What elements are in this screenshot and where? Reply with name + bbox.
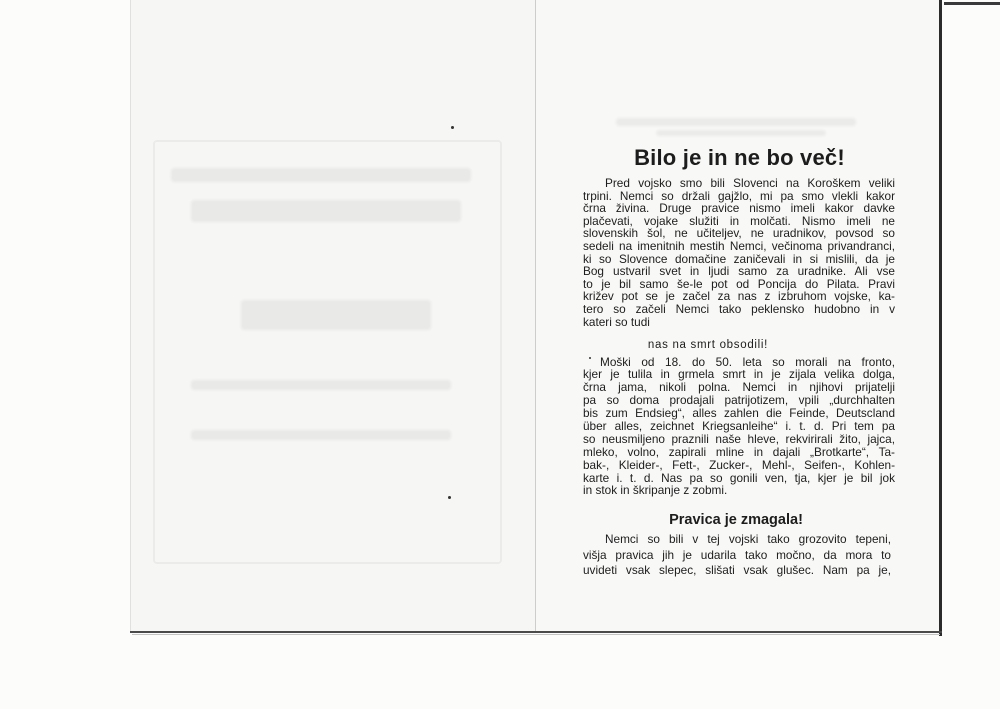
paragraph-line: višja pravica jih je udarila tako močno, da mora to xyxy=(583,547,891,562)
paragraph-line: Nemci so bili v tej vojski tako grozovito tepeni, xyxy=(605,532,891,546)
paragraph-line: uvideti vsak slepec, slišati vsak glušec. Nam pa je, xyxy=(583,563,891,577)
section-subheading: nas na smrt obsodili! xyxy=(647,339,769,351)
paragraph-line: so neusmiljeno praznili naše hleve, rekvirirali žito, jajca, xyxy=(583,431,895,446)
show-through-text xyxy=(616,118,856,126)
paragraph-line: in stok in škripanje z zobmi. xyxy=(583,483,728,498)
paragraph-line: križev pot se je začel za nas z izbruhom vojske, ka- xyxy=(583,289,895,304)
paragraph-line: tero so začeli Nemci tako peklensko hudobno in v xyxy=(583,301,895,316)
show-through-text xyxy=(191,380,451,390)
paragraph-line: bis zum Endsieg“, alles zahlen die Feinde, Deutscland xyxy=(583,406,895,421)
show-through-text xyxy=(241,300,431,330)
paragraph-line: slovenskih šol, ne učiteljev, ne uradnikov, povsod so xyxy=(583,226,895,241)
page-title: Bilo je in ne bo več! xyxy=(634,145,845,170)
paragraph-line: to je bil samo še-le pot od Poncija do Pilata. Pravi xyxy=(583,276,895,291)
paragraph-1 xyxy=(583,177,895,328)
paragraph-line: črna jama, nikoli polna. Nemci in njihovi prijatelji xyxy=(583,380,895,395)
page-edge-bottom xyxy=(130,631,942,633)
show-through-text xyxy=(191,200,461,222)
show-through-text xyxy=(171,168,471,182)
paragraph-line: pa so doma prodajali patrijotizem, vpili „durchhalten xyxy=(583,393,895,408)
paragraph-line: kateri so tudi xyxy=(583,314,650,329)
paragraph-line: karte i. t. d. Nas pa so gonili ven, tja, kjer je bil jok xyxy=(583,470,895,485)
paragraph-line: Moški od 18. do 50. leta so morali na fronto, xyxy=(600,354,895,369)
paragraph-line: trpini. Nemci so držali gajžlo, mi pa smo vlekli kakor xyxy=(583,188,895,203)
scan-border xyxy=(944,2,1000,5)
section-heading: Pravica je zmagala! xyxy=(669,512,803,528)
paragraph-line: kjer je tulila in grmela smrt in je zijala velika dolga, xyxy=(583,367,895,382)
paragraph-line: ki so Slovence domačine zaničevali in si mislili, da je xyxy=(583,251,895,266)
show-through-text xyxy=(191,430,451,440)
paragraph-line: črna živina. Druge pravice nismo imeli kakor davke xyxy=(583,201,895,216)
left-page xyxy=(130,0,535,633)
paragraph-3 xyxy=(583,532,891,579)
paragraph-line: mleko, volno, zapirali mline in dajali „Brotkarte“, Ta- xyxy=(583,444,895,459)
paragraph-2 xyxy=(583,356,895,498)
paragraph-line: sedeli na imenitnih mestih Nemci, večinoma privandranci, xyxy=(583,238,895,253)
paragraph-line: Pred vojsko smo bili Slovenci na Koroškem veliki xyxy=(605,176,895,190)
paragraph-line: bak-, Kleider-, Fett-, Zucker-, Mehl-, Seifen-, Kohlen- xyxy=(583,457,895,472)
paragraph-line: über alles, zeichnet Kriegsanleihe“ i. t. d. Pri tem pa xyxy=(583,418,895,433)
paragraph-line: Bog ustvaril svet in ljudi samo za uradnike. Ali vse xyxy=(583,264,895,279)
show-through-text xyxy=(656,130,826,136)
ink-speck xyxy=(451,126,454,129)
ink-speck xyxy=(448,496,451,499)
page-edge-right xyxy=(939,0,942,636)
page-edge-shadow xyxy=(132,634,940,635)
paragraph-line: plačevati, vojake služiti in molčati. Nismo imeli ne xyxy=(583,213,895,228)
